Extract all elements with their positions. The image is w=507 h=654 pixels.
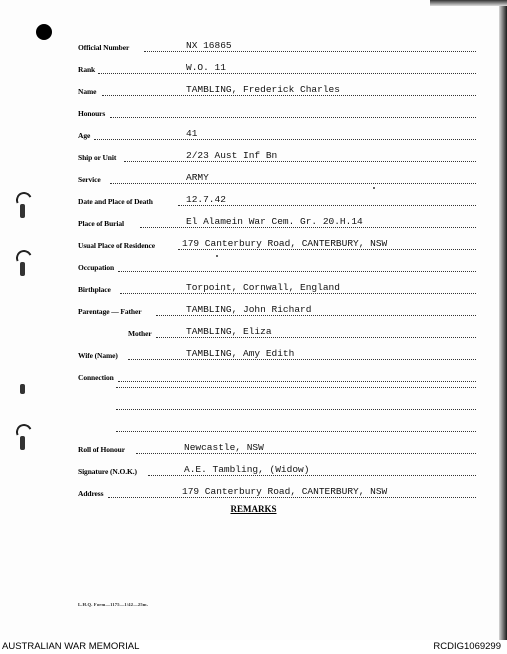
field-value: TAMBLING, Frederick Charles	[186, 84, 340, 95]
binder-clip-icon	[14, 250, 28, 278]
field-label: Date and Place of Death	[78, 197, 153, 206]
field-label: Wife (Name)	[78, 351, 118, 360]
field-value: 179 Canterbury Road, CANTERBURY, NSW	[182, 486, 388, 497]
field-label: Official Number	[78, 43, 130, 52]
field-ship-or-unit	[78, 148, 476, 164]
field-father	[78, 302, 476, 318]
punch-hole	[36, 24, 52, 40]
field-rank	[78, 60, 476, 76]
field-label: Mother	[128, 329, 152, 338]
field-value: ARMY	[186, 172, 209, 183]
field-mother	[78, 324, 476, 340]
print-reference: L.H.Q. Form—1175—1/42—25m.	[78, 602, 149, 607]
ink-speck	[216, 255, 218, 257]
field-signature	[78, 462, 476, 478]
page-corner-shadow	[430, 0, 507, 6]
field-label: Place of Burial	[78, 219, 124, 228]
field-value: 12.7.42	[186, 194, 226, 205]
field-value: NX 16865	[186, 40, 232, 51]
field-label: Occupation	[78, 263, 115, 272]
field-label: Signature (N.O.K.)	[78, 467, 137, 476]
field-value: W.O. 11	[186, 62, 226, 73]
field-value: 41	[186, 128, 198, 139]
field-birthplace	[78, 280, 476, 296]
field-label: Address	[78, 489, 104, 498]
binder-clip-icon	[14, 424, 28, 452]
blank-line	[116, 409, 476, 410]
field-label: Usual Place of Residence	[78, 241, 155, 250]
field-label: Service	[78, 175, 101, 184]
field-service	[78, 170, 476, 186]
field-label: Rank	[78, 65, 96, 74]
field-official-number	[78, 38, 476, 54]
field-wife	[78, 346, 476, 362]
field-honours	[78, 104, 476, 120]
field-connection	[78, 368, 476, 384]
page-edge-shadow	[499, 0, 507, 640]
footer-bar	[0, 640, 507, 654]
footer-id: RCDIG1069299	[433, 641, 501, 652]
field-value: A.E. Tambling, (Widow)	[184, 464, 310, 475]
ink-speck	[373, 187, 375, 189]
remarks-heading: REMARKS	[230, 504, 277, 514]
field-label: Name	[78, 87, 97, 96]
field-value: 179 Canterbury Road, CANTERBURY, NSW	[182, 238, 388, 249]
field-address	[78, 484, 476, 500]
field-value: TAMBLING, Eliza	[186, 326, 272, 337]
field-label: Connection	[78, 373, 114, 382]
field-label: Birthplace	[78, 285, 111, 294]
field-place-of-burial	[78, 214, 476, 230]
field-value: TAMBLING, Amy Edith	[186, 348, 295, 359]
field-roll-of-honour	[78, 440, 476, 456]
field-value: Torpoint, Cornwall, England	[186, 282, 340, 293]
field-date-place-death	[78, 192, 476, 208]
field-value: 2/23 Aust Inf Bn	[186, 150, 278, 161]
blank-line	[116, 387, 476, 388]
field-label: Ship or Unit	[78, 153, 117, 162]
blank-line	[116, 431, 476, 432]
field-name	[78, 82, 476, 98]
field-label: Honours	[78, 109, 106, 118]
field-value: El Alamein War Cem. Gr. 20.H.14	[186, 216, 363, 227]
field-value: TAMBLING, John Richard	[186, 304, 312, 315]
field-value: Newcastle, NSW	[184, 442, 264, 453]
field-age	[78, 126, 476, 142]
binder-clip-icon	[14, 372, 28, 400]
field-occupation	[78, 258, 476, 274]
field-label: Age	[78, 131, 91, 140]
field-label: Roll of Honour	[78, 445, 125, 454]
footer-source: AUSTRALIAN WAR MEMORIAL	[2, 641, 140, 652]
field-label: Parentage — Father	[78, 307, 142, 316]
binder-clip-icon	[14, 192, 28, 220]
field-usual-residence	[78, 236, 476, 252]
